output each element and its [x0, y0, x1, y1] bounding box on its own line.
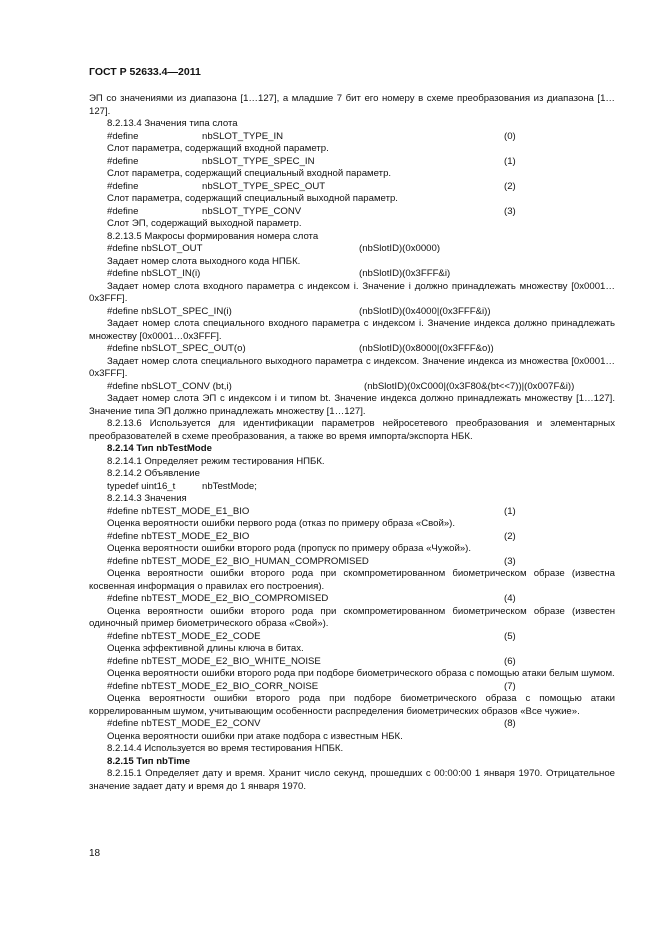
document-body: [89, 93, 615, 793]
macro-description: Задает номер слота ЭП с индексом i и типом bt. Значение индекса должно принадлежать множеству [1…127]. Значение типа ЭП должно принадлежать множеству [1…127].: [89, 393, 615, 417]
define-description: Оценка вероятности ошибки второго рода при подборе биометрического образа с помощью атаки белым шумом.: [107, 668, 615, 679]
paragraph: ЭП со значениями из диапазона [1…127], а младшие 7 бит его номеру в схеме преобразования из диапазона [1…127].: [89, 93, 615, 117]
define-description: Слот параметра, содержащий входной параметр.: [107, 143, 329, 154]
define-row: #define nbTEST_MODE_E2_BIO_HUMAN_COMPROMISED (3): [107, 555, 516, 567]
section-heading: 8.2.14.2 Объявление: [107, 468, 200, 479]
define-row: #define nbSLOT_TYPE_CONV (3): [107, 205, 516, 217]
section-heading: 8.2.13.4 Значения типа слота: [107, 118, 238, 129]
define-description: Оценка вероятности ошибки второго рода (пропуск по примеру образа «Чужой»).: [107, 543, 472, 554]
define-description: Слот ЭП, содержащий выходной параметр.: [107, 218, 302, 229]
macro-description: Задает номер слота специального входного параметра с индексом i. Значение индекса должно принадлежать множеству [0x0001…0x3FFF].: [89, 318, 615, 342]
section-heading: 8.2.14.3 Значения: [107, 493, 187, 504]
paragraph: 8.2.14.1 Определяет режим тестирования НПБК.: [107, 455, 325, 467]
define-row: #define nbTEST_MODE_E2_CODE (5): [107, 630, 516, 642]
define-description: Оценка вероятности ошибки второго рода при подборе биометрического образа с помощью атаки коррелированным шумом, учитывающим особенности распределения биометрических образов «Все чужие».: [89, 693, 615, 717]
define-row: #define nbSLOT_TYPE_SPEC_OUT (2): [107, 180, 516, 192]
section-heading: 8.2.14 Тип nbTestMode: [107, 443, 212, 454]
section-heading: 8.2.13.5 Макросы формирования номера слота: [107, 230, 319, 242]
paragraph: 8.2.13.6 Используется для идентификации параметров нейросетевого преобразования и элементарных преобразователей в схеме преобразования, а также во время импорта/экспорта НБК.: [89, 418, 615, 442]
define-row: #define nbTEST_MODE_E2_BIO_WHITE_NOISE (6): [107, 655, 516, 667]
define-description: Слот параметра, содержащий специальный выходной параметр.: [107, 193, 398, 204]
document-header: ГОСТ Р 52633.4—2011: [89, 66, 201, 78]
macro-description: Задает номер слота входного параметра с индексом i. Значение i должно принадлежать множеству [0x0001…0x3FFF].: [89, 280, 615, 304]
macro-description: Задает номер слота специального выходного параметра с индексом. Значение индекса из множества [0x0001…0x3FFF].: [89, 355, 615, 379]
macro-row: #define nbSLOT_SPEC_IN(i) (nbSlotID)(0x4000|(0x3FFF&i)): [107, 305, 491, 317]
section-heading: 8.2.15 Тип nbTime: [107, 755, 191, 767]
define-row: #define nbTEST_MODE_E2_BIO (2): [107, 530, 516, 542]
define-description: Оценка вероятности ошибки второго рода при скомпрометированном биометрическом образе (известна косвенная информация о правилах его построения).: [89, 568, 615, 592]
paragraph: 8.2.15.1 Определяет дату и время. Хранит число секунд, прошедших с 00:00:00 1 января 1970. Отрицательное значение задает дату и время до 1 января 1970.: [89, 768, 615, 792]
define-row: #define nbTEST_MODE_E1_BIO (1): [107, 505, 516, 517]
define-row: #define nbSLOT_TYPE_IN (0): [107, 130, 516, 142]
page-number: 18: [89, 848, 101, 859]
define-row: #define nbTEST_MODE_E2_BIO_CORR_NOISE (7): [107, 680, 516, 692]
macro-row: #define nbSLOT_IN(i) (nbSlotID)(0x3FFF&i): [107, 268, 451, 279]
define-description: Оценка вероятности ошибки второго рода при скомпрометированном биометрическом образе (известен одиночный пример биометрического образа «Свой»).: [89, 605, 615, 629]
macro-description: Задает номер слота выходного кода НПБК.: [107, 255, 301, 267]
define-description: Оценка вероятности ошибки при атаке подбора с известным НБК.: [107, 730, 403, 742]
define-row: #define nbTEST_MODE_E2_CONV (8): [107, 718, 516, 729]
define-row: #define nbTEST_MODE_E2_BIO_COMPROMISED (4): [107, 593, 516, 604]
define-description: Слот параметра, содержащий специальный входной параметр.: [107, 168, 392, 179]
define-row: #define nbSLOT_TYPE_SPEC_IN (1): [107, 155, 516, 167]
macro-row: #define nbSLOT_CONV (bt,i) (nbSlotID)(0xC000|(0x3F80&(bt<<7))|(0x007F&i)): [107, 380, 575, 392]
typedef-row: typedef uint16_t nbTestMode;: [107, 480, 257, 492]
macro-row: #define nbSLOT_SPEC_OUT(o) (nbSlotID)(0x8000|(0x3FFF&o)): [107, 343, 494, 354]
macro-row: #define nbSLOT_OUT (nbSlotID)(0x0000): [107, 243, 441, 254]
define-description: Оценка эффективной длины ключа в битах.: [107, 643, 304, 654]
define-description: Оценка вероятности ошибки первого рода (отказ по примеру образа «Свой»).: [107, 518, 456, 529]
paragraph: 8.2.14.4 Используется во время тестирования НПБК.: [107, 743, 344, 754]
